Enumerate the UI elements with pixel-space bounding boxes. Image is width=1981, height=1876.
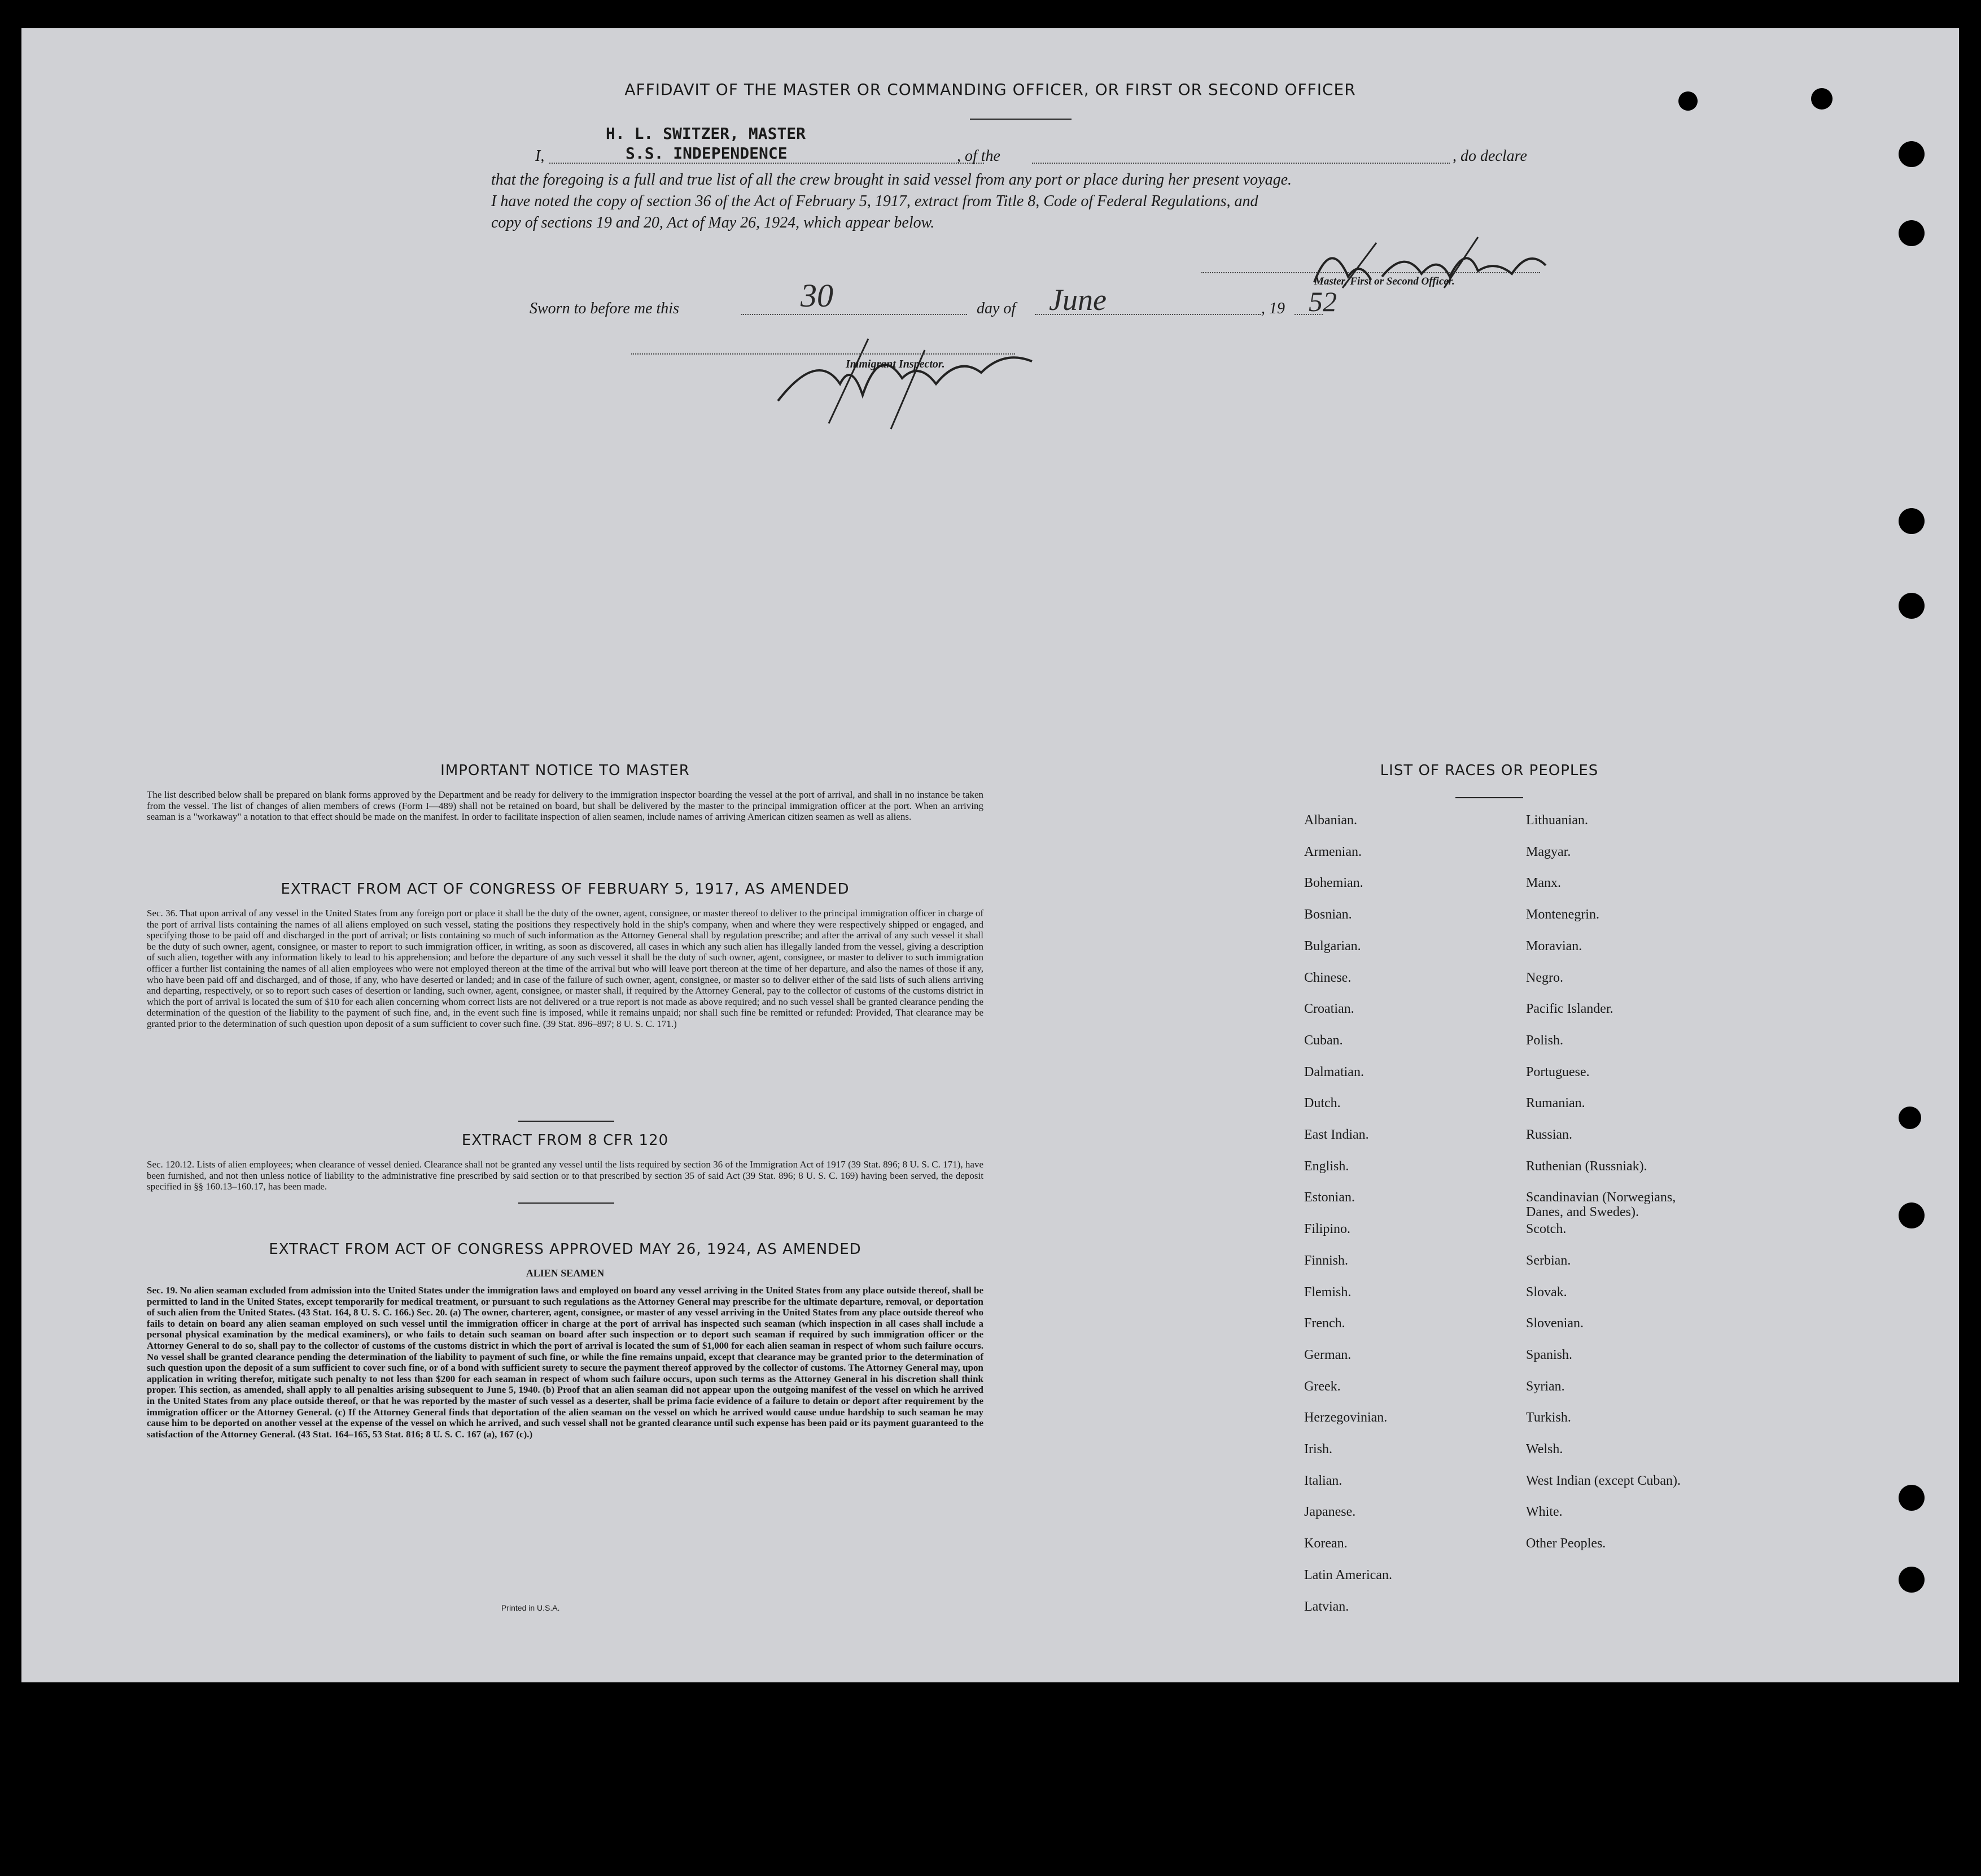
binder-hole [1899,593,1925,619]
extract-cfr-body: Sec. 120.12. Lists of alien employees; when clearance of vessel denied. Clearance shall not be granted any vessel until the lists required by section 36 of the Immigration Act of 1917 (39 Stat. 896; 8 U. S. C. 171), have been furnished, and not then unless notice of liability to the administrative fine prescribed by said section or to that prescribed by section 35 of said Act (39 Stat. 896; 8 U. S. C. 169) having been served, the deposit specified in §§ 160.13–160.17, has been made. [147,1159,983,1192]
race-list-item: Ruthenian (Russniak). [1526,1158,1647,1174]
race-list-item: Welsh. [1526,1442,1563,1457]
race-list-item: Syrian. [1526,1379,1565,1394]
races-title: LIST OF RACES OR PEOPLES [1380,762,1599,779]
affidavit-title: AFFIDAVIT OF THE MASTER OR COMMANDING OFFICER, OR FIRST OR SECOND OFFICER [624,80,1356,99]
extract-1917-body: Sec. 36. That upon arrival of any vessel in the United States from any foreign port or place it shall be the duty of the owner, agent, consignee, or master thereof to deliver to the principal immigration officer in charge of the port of arrival lists containing the names of all aliens employed on such vessel, stating the positions they respectively hold in the ship's company, when and where they were respectively shipped or engaged, and specifying those to be paid off and discharged in the port of arrival; or lists containing so much of such information as the Attorney General shall by regulation prescribe; and after the arrival of any such vessel it shall be the duty of such owner, agent, consignee, or master to report to such immigration officer, in writing, as soon as discovered, all cases in which any such alien has illegally landed from the vessel, giving a description of such alien, together with any information likely to lead to his apprehension; and before the departure of any such vessel it shall be the duty of such owner, agent, consignee, or master to deliver to such immigration officer a further list containing the names of all alien employees who were not employed thereon at the time of the arrival but who will leave port thereon at the time of her departure, and also the names of those if any, who have been paid off and discharged, and of those, if any, who have deserted or landed; and in case of the failure of such owner, agent, consignee, or master so to deliver either of the said lists of such aliens arriving and departing, respectively, or so to report such cases of desertion or landing, such owner, agent, consignee, or master shall, if required by the Attorney General, pay to the collector of customs of the customs district in which the port of arrival is located the sum of $10 for each alien concerning whom correct lists are not delivered or a true report is not made as above required; and no such vessel shall be granted clearance pending the determination of the question of the liability to the payment of such fine, and, in the event such fine is imposed, while it remains unpaid; nor shall such fine be remitted or refunded: Provided, That clearance may be granted prior to the determination of such question upon deposit of a sum sufficient to cover such fine. (39 Stat. 896–897; 8 U. S. C. 171.) [147,908,983,1029]
race-list-item: Japanese. [1304,1505,1356,1520]
decl-of-the: , of the [957,147,1000,165]
extract-cfr-title: EXTRACT FROM 8 CFR 120 [461,1132,669,1149]
inspector-caption: Immigrant Inspector. [846,358,945,370]
race-list-item: Lithuanian. [1526,813,1588,828]
sworn-day-line [741,314,967,315]
race-list-item: Filipino. [1304,1222,1351,1237]
master-signature [1309,226,1568,299]
race-list-item: Magyar. [1526,844,1571,859]
race-list-item: Slovak. [1526,1284,1567,1300]
binder-hole [1899,1485,1925,1511]
vessel-blank-line [1032,163,1450,164]
inspector-signature-line [631,353,1015,355]
race-list-item: West Indian (except Cuban). [1526,1473,1681,1488]
extract-1917-rule [518,1121,614,1122]
race-list-item: Dalmatian. [1304,1064,1364,1079]
decl-line-4: copy of sections 19 and 20, Act of May 26, 1924, which appear below. [491,214,935,231]
extract-1924-title: EXTRACT FROM ACT OF CONGRESS APPROVED MAY 26, 1924, AS AMENDED [269,1241,862,1258]
printed-note: Printed in U.S.A. [501,1603,560,1612]
binder-hole [1899,1567,1925,1593]
race-list-item: Pacific Islander. [1526,1002,1613,1017]
extract-1924-body: Sec. 19. No alien seaman excluded from admission into the United States under the immigration laws and employed on board any vessel arriving in the United States from any place outside thereof, shall be permitted to land in the United States, except temporarily for medical treatment, or pursuant to such regulations as the Attorney General may prescribe for the ultimate departure, removal, or deportation of such alien from the United States. (43 Stat. 164, 8 U. S. C. 166.) Sec. 20. (a) The owner, charterer, agent, consignee, or master of any vessel arriving in the United States from any place outside thereof who fails to detain on board any alien seaman employed on such vessel until the immigration officer in charge at the port of arrival has inspected such seaman (which inspection in all cases shall include a personal physical examination by the medical examiners), or who fails to detain such seaman on board after such inspection or to deport such seaman if required by such immigration officer or the Attorney General to do so, shall pay to the collector of customs of the customs district in which the port of arrival is located the sum of $1,000 for each alien seaman in respect of whom such failure occurs. No vessel shall be granted clearance pending the determination of the liability to payment of such fine, or while the fine remains unpaid, except that clearance may be granted prior to the determination of such question upon the deposit of a sum sufficient to cover such fine, or of a bond with sufficient surety to secure the payment thereof approved by the collector of customs. The Attorney General may, upon application in writing therefor, mitigate such penalty to not less than $200 for each seaman in respect of whom such failure occurs, upon such terms as the Attorney General in his discretion shall think proper. This section, as amended, shall apply to all penalties arising subsequent to June 5, 1940. (b) Proof that an alien seaman did not appear upon the outgoing manifest of the vessel on which he arrived in the United States from any place outside thereof, or that he was reported by the master of such vessel as a deserter, shall be prima facie evidence of a failure to detain or deport after requirement by the immigration officer or the Attorney General. (c) If the Attorney General finds that deportation of the alien seaman on the vessel on which he arrived would cause undue hardship to such seaman he may cause him to be deported on another vessel at the expense of the vessel on which he arrived, and such vessel shall not be granted clearance until such expense has been paid or its payment guaranteed to the satisfaction of the Attorney General. (43 Stat. 164–165, 53 Stat. 816; 8 U. S. C. 167 (a), 167 (c).) [147,1285,983,1440]
decl-do-declare: , do declare [1453,147,1527,165]
race-list-item: Cuban. [1304,1033,1343,1048]
handwritten-year: 52 [1309,286,1337,317]
binder-hole [1811,88,1833,110]
inspector-signature [767,327,1060,435]
race-list-item: Turkish. [1526,1410,1571,1425]
name-blank-line [549,163,984,164]
sworn-day-word: day of [977,300,1016,317]
race-list-item: East Indian. [1304,1127,1369,1142]
races-title-rule [1455,797,1523,798]
race-list-item: Herzegovinian. [1304,1410,1388,1425]
race-list-item: Croatian. [1304,1002,1354,1017]
race-list-item: Scotch. [1526,1222,1567,1237]
decl-line-2: that the foregoing is a full and true list of all the crew brought in said vessel from any port or place during her present voyage. [491,171,1292,189]
title-rule [970,119,1072,120]
document-page [21,28,1959,1682]
race-list-item: English. [1304,1158,1349,1174]
sworn-prefix: Sworn to before me this [530,300,679,317]
race-list-item: Chinese. [1304,970,1352,985]
handwritten-day: 30 [801,277,833,314]
race-list-item: Moravian. [1526,938,1582,954]
decl-i: I, [535,147,545,165]
race-list-item: Dutch. [1304,1096,1341,1111]
race-list-item: German. [1304,1347,1352,1362]
extract-1924-subtitle: ALIEN SEAMEN [526,1267,605,1279]
extract-cfr-rule [518,1202,614,1204]
race-list-item: Other Peoples. [1526,1536,1606,1551]
binder-hole [1899,1107,1921,1129]
race-list-item: Korean. [1304,1536,1348,1551]
race-list-item: Bohemian. [1304,876,1363,891]
sworn-year-prefix: , 19 [1261,300,1285,317]
race-list-item: Portuguese. [1526,1064,1590,1079]
typed-vessel-name: S.S. INDEPENDENCE [626,144,788,163]
race-list-item: Italian. [1304,1473,1342,1488]
race-list-item: Spanish. [1526,1347,1573,1362]
binder-hole [1899,220,1925,246]
notice-title: IMPORTANT NOTICE TO MASTER [440,762,690,779]
race-list-item: Rumanian. [1526,1096,1585,1111]
race-list-item: Negro. [1526,970,1563,985]
race-list-item: Latvian. [1304,1599,1349,1614]
race-list-item: Greek. [1304,1379,1341,1394]
binder-hole [1899,141,1925,167]
typed-master-name: H. L. SWITZER, MASTER [606,124,806,143]
race-list-item: Russian. [1526,1127,1573,1142]
race-list-item: Latin American. [1304,1567,1392,1582]
handwritten-month: June [1049,283,1107,317]
race-list-item: Slovenian. [1526,1316,1584,1331]
race-list-item: Polish. [1526,1033,1564,1048]
race-list-item: Armenian. [1304,844,1362,859]
race-list-item: Bosnian. [1304,907,1352,922]
race-list-item: Flemish. [1304,1284,1352,1300]
notice-body: The list described below shall be prepared on blank forms approved by the Department and be ready for delivery to the immigration inspector boarding the vessel at the port of arrival, and shall in no instance be taken from the vessel. The list of changes of alien members of crews (Form I—489) shall not be retained on board, but shall be delivered by the master to the principal immigration officer at the port. When an arriving seaman is a "workaway" a notation to that effect should be made on the manifest. In order to facilitate inspection of alien seamen, include names of arriving American citizen seamen as well as aliens. [147,789,983,823]
race-list-item: White. [1526,1505,1563,1520]
race-list-item: Estonian. [1304,1190,1355,1205]
extract-1917-title: EXTRACT FROM ACT OF CONGRESS OF FEBRUARY 5, 1917, AS AMENDED [281,881,850,898]
race-list-item: Irish. [1304,1442,1332,1457]
race-list-item: Manx. [1526,876,1561,891]
race-list-item: Finnish. [1304,1253,1349,1268]
race-list-item: Scandinavian (Norwegians, Danes, and Swedes). [1526,1190,1676,1220]
master-caption: Master, First or Second Officer. [1314,276,1455,287]
race-list-item: Albanian. [1304,813,1357,828]
binder-hole [1678,91,1698,111]
binder-hole [1899,1202,1925,1228]
race-list-item: French. [1304,1316,1345,1331]
race-list-item: Montenegrin. [1526,907,1599,922]
decl-line-3: I have noted the copy of section 36 of the Act of February 5, 1917, extract from Title 8, Code of Federal Regulations, and [491,193,1258,210]
race-list-item: Bulgarian. [1304,938,1361,954]
binder-hole [1899,508,1925,534]
race-list-item: Serbian. [1526,1253,1571,1268]
